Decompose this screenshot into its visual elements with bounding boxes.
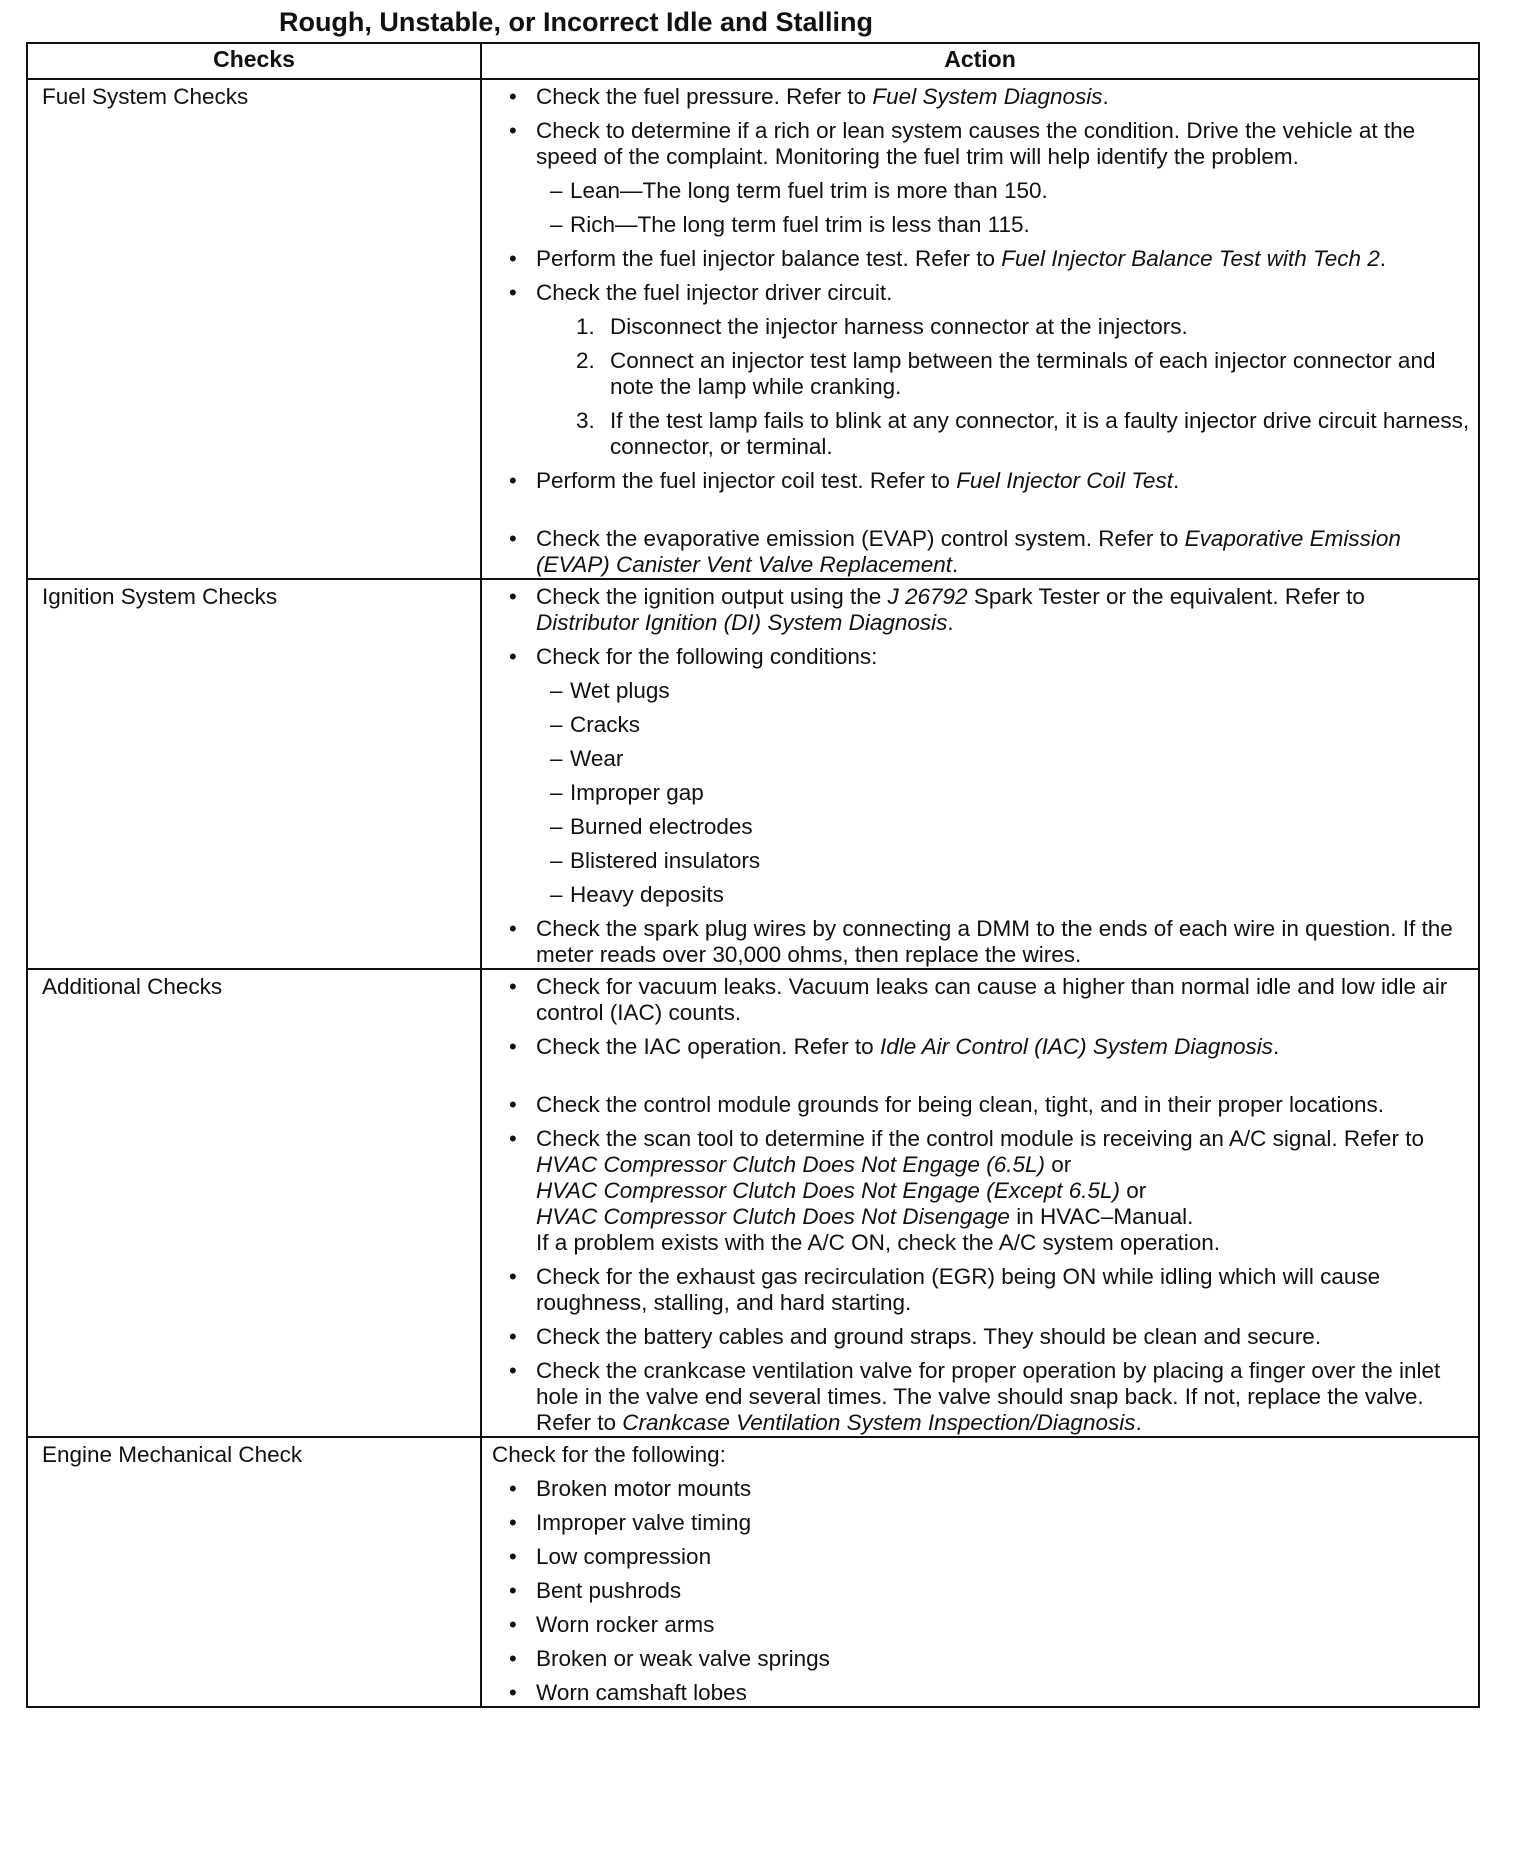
- condition-item: [490, 848, 1472, 874]
- numbered-step: [490, 314, 1472, 340]
- action-bullet: [490, 118, 1472, 170]
- punct: .: [1135, 1410, 1142, 1435]
- bullet-icon: •: [509, 526, 517, 551]
- reference-link: Idle Air Control (IAC) System Diagnosis: [879, 1034, 1273, 1059]
- table-header-row: [27, 43, 1479, 79]
- action-text: Check to determine if a rich or lean system causes the condition. Drive the vehicle at the speed of the complaint. Monitoring the fuel trim will help identify the problem.: [536, 118, 1416, 169]
- bullet-icon: •: [509, 1578, 517, 1603]
- action-bullet: [490, 1092, 1472, 1118]
- tool-number: J 26792: [887, 584, 968, 609]
- step-text: Disconnect the injector harness connector at the injectors.: [610, 314, 1188, 339]
- reference-link: HVAC Compressor Clutch Does Not Engage (Except 6.5L): [536, 1178, 1121, 1203]
- reference-link: Evaporative Emission (EVAP) Canister Vent Valve Replacement: [536, 526, 1401, 577]
- bullet-icon: •: [509, 468, 517, 493]
- action-text: Spark Tester or the equivalent. Refer to: [967, 584, 1365, 609]
- dash-icon: –: [550, 814, 563, 839]
- action-text: If a problem exists with the A/C ON, check the A/C system operation.: [536, 1230, 1221, 1255]
- action-cell: [481, 579, 1479, 969]
- reference-link: HVAC Compressor Clutch Does Not Disengage: [536, 1204, 1010, 1229]
- bullet-icon: •: [509, 1646, 517, 1671]
- check-name: Additional Checks: [42, 974, 223, 999]
- spacer: [490, 494, 1472, 518]
- list-item: [490, 1646, 1472, 1672]
- condition-item: [490, 780, 1472, 806]
- table-row-ignition-system: [27, 579, 1479, 969]
- action-text: Check the spark plug wires by connecting a DMM to the ends of each wire in question. If the meter reads over 30,000 ohms, then replace the wires.: [536, 916, 1453, 967]
- dash-icon: –: [550, 882, 563, 907]
- punct: .: [1102, 84, 1109, 109]
- condition-text: Blistered insulators: [570, 848, 761, 873]
- bullet-icon: •: [509, 584, 517, 609]
- list-item-text: Broken or weak valve springs: [536, 1646, 830, 1671]
- list-item: [490, 1680, 1472, 1706]
- bullet-icon: •: [509, 1544, 517, 1569]
- reference-link: Distributor Ignition (DI) System Diagnosis: [536, 610, 948, 635]
- numbered-step: [490, 408, 1472, 460]
- sub-item: [490, 212, 1472, 238]
- table-row-additional: [27, 969, 1479, 1437]
- bullet-icon: •: [509, 280, 517, 305]
- check-name-cell: [27, 969, 481, 1437]
- action-bullet: [490, 974, 1472, 1026]
- condition-text: Wear: [570, 746, 624, 771]
- action-text: Check the fuel pressure. Refer to: [536, 84, 873, 109]
- reference-link: HVAC Compressor Clutch Does Not Engage (6.5L): [536, 1152, 1045, 1177]
- action-bullet: [490, 916, 1472, 968]
- condition-item: [490, 814, 1472, 840]
- action-text: Check for the exhaust gas recirculation (EGR) being ON while idling which will cause roughness, stalling, and hard starting.: [536, 1264, 1381, 1315]
- list-item-text: Bent pushrods: [536, 1578, 682, 1603]
- table-row-engine-mechanical: [27, 1437, 1479, 1707]
- action-bullet: [490, 1358, 1472, 1436]
- check-name: Fuel System Checks: [42, 84, 249, 109]
- punct: .: [1172, 468, 1180, 493]
- sub-item-text: Rich—The long term fuel trim is less than 115.: [570, 212, 1030, 237]
- list-item: [490, 1612, 1472, 1638]
- dash-icon: –: [550, 178, 563, 203]
- action-text: Check the battery cables and ground straps. They should be clean and secure.: [536, 1324, 1322, 1349]
- action-cell: [481, 1437, 1479, 1707]
- punct: .: [1272, 1034, 1280, 1059]
- step-number: 2.: [576, 348, 595, 373]
- condition-item: [490, 882, 1472, 908]
- dash-icon: –: [550, 780, 563, 805]
- action-bullet: [490, 84, 1472, 110]
- action-text: Check the IAC operation. Refer to: [536, 1034, 880, 1059]
- action-text: Check the evaporative emission (EVAP) control system. Refer to: [536, 526, 1185, 551]
- condition-text: Improper gap: [570, 780, 704, 805]
- action-text: Check for the following conditions:: [536, 644, 878, 669]
- check-name-cell: [27, 579, 481, 969]
- action-bullet: [490, 644, 1472, 670]
- bullet-icon: •: [509, 118, 517, 143]
- check-name: Engine Mechanical Check: [42, 1442, 303, 1467]
- check-name: Ignition System Checks: [42, 584, 278, 609]
- action-bullet: [490, 1126, 1472, 1256]
- list-item-text: Broken motor mounts: [536, 1476, 752, 1501]
- step-text: Connect an injector test lamp between the terminals of each injector connector and note the lamp while cranking.: [610, 348, 1436, 399]
- action-bullet: [490, 246, 1472, 272]
- bullet-icon: •: [509, 1358, 517, 1383]
- action-text: Perform the fuel injector balance test. Refer to: [536, 246, 1002, 271]
- action-text: in HVAC–Manual.: [1009, 1204, 1194, 1229]
- table-row-fuel-system: [27, 79, 1479, 579]
- condition-item: [490, 746, 1472, 772]
- reference-link: Fuel Injector Coil Test: [956, 468, 1173, 493]
- list-item: [490, 1578, 1472, 1604]
- action-bullet: [490, 468, 1472, 494]
- step-number: 3.: [576, 408, 595, 433]
- list-item-text: Worn rocker arms: [536, 1612, 715, 1637]
- action-text: Check the ignition output using the: [536, 584, 888, 609]
- action-text: Check for vacuum leaks. Vacuum leaks can cause a higher than normal idle and low idle air control (IAC) counts.: [536, 974, 1448, 1025]
- action-bullet: [490, 280, 1472, 306]
- list-item-text: Worn camshaft lobes: [536, 1680, 747, 1705]
- bullet-icon: •: [509, 1264, 517, 1289]
- numbered-step: [490, 348, 1472, 400]
- checks-header: Checks: [27, 43, 481, 79]
- check-name-cell: [27, 79, 481, 579]
- bullet-icon: •: [509, 1324, 517, 1349]
- spacer: [490, 1060, 1472, 1084]
- action-text: Check the crankcase ventilation valve for proper operation by placing a finger over the inlet hole in the valve end several times. The valve should snap back. If not, replace the valve. Refer to: [536, 1358, 1441, 1435]
- sub-item: [490, 178, 1472, 204]
- step-number: 1.: [576, 314, 595, 339]
- condition-text: Wet plugs: [570, 678, 670, 703]
- dash-icon: –: [550, 848, 563, 873]
- dash-icon: –: [550, 212, 563, 237]
- bullet-icon: •: [509, 644, 517, 669]
- punct: .: [1379, 246, 1387, 271]
- action-text: or: [1044, 1152, 1072, 1177]
- condition-text: Burned electrodes: [570, 814, 753, 839]
- action-text: Perform the fuel injector coil test. Refer to: [536, 468, 957, 493]
- reference-link: Crankcase Ventilation System Inspection/Diagnosis: [622, 1410, 1136, 1435]
- list-item: [490, 1476, 1472, 1502]
- dash-icon: –: [550, 678, 563, 703]
- bullet-icon: •: [509, 1476, 517, 1501]
- bullet-icon: •: [509, 974, 517, 999]
- condition-item: [490, 678, 1472, 704]
- condition-text: Heavy deposits: [570, 882, 724, 907]
- condition-text: Cracks: [570, 712, 641, 737]
- punct: .: [947, 610, 954, 635]
- diagnosis-table: [26, 42, 1480, 1708]
- action-bullet: [490, 1034, 1472, 1060]
- action-header: Action: [481, 43, 1479, 79]
- action-text: Check the control module grounds for being clean, tight, and in their proper locations.: [536, 1092, 1385, 1117]
- dash-icon: –: [550, 746, 563, 771]
- list-item-text: Low compression: [536, 1544, 712, 1569]
- list-item: [490, 1544, 1472, 1570]
- page-title: Rough, Unstable, or Incorrect Idle and Stalling: [278, 7, 874, 37]
- reference-link: Fuel System Diagnosis: [872, 84, 1103, 109]
- action-bullet: [490, 1324, 1472, 1350]
- action-cell: [481, 79, 1479, 579]
- action-text: Check the fuel injector driver circuit.: [536, 280, 893, 305]
- bullet-icon: •: [509, 916, 517, 941]
- bullet-icon: •: [509, 1092, 517, 1117]
- bullet-icon: •: [509, 1126, 517, 1151]
- bullet-icon: •: [509, 1034, 517, 1059]
- reference-link: Fuel Injector Balance Test with Tech 2: [1001, 246, 1380, 271]
- action-lead-text: Check for the following:: [492, 1442, 726, 1467]
- action-bullet: [490, 526, 1472, 578]
- condition-item: [490, 712, 1472, 738]
- action-text: or: [1120, 1178, 1147, 1203]
- bullet-icon: •: [509, 1680, 517, 1705]
- sub-item-text: Lean—The long term fuel trim is more than 150.: [570, 178, 1048, 203]
- action-text: Check the scan tool to determine if the control module is receiving an A/C signal. Refer to: [536, 1126, 1424, 1151]
- bullet-icon: •: [509, 84, 517, 109]
- action-cell: [481, 969, 1479, 1437]
- bullet-icon: •: [509, 246, 517, 271]
- dash-icon: –: [550, 712, 563, 737]
- action-bullet: [490, 1264, 1472, 1316]
- punct: .: [952, 552, 959, 577]
- list-item: [490, 1510, 1472, 1536]
- bullet-icon: •: [509, 1510, 517, 1535]
- list-item-text: Improper valve timing: [536, 1510, 752, 1535]
- check-name-cell: [27, 1437, 481, 1707]
- bullet-icon: •: [509, 1612, 517, 1637]
- step-text: If the test lamp fails to blink at any connector, it is a faulty injector drive circuit harness, connector, or terminal.: [610, 408, 1470, 459]
- action-bullet: [490, 584, 1472, 636]
